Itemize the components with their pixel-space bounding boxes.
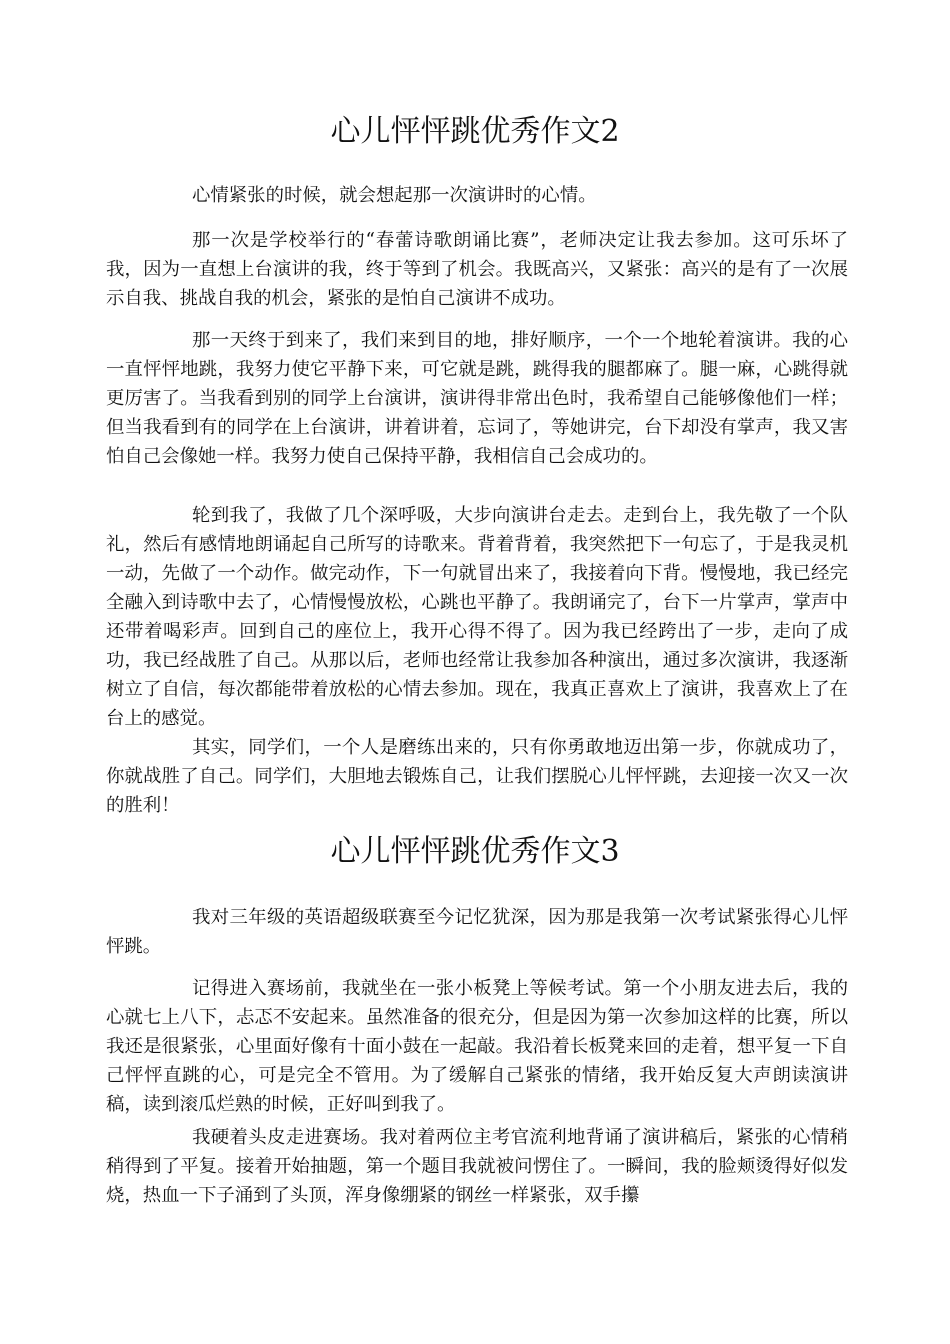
essay-2-paragraph-3: 那一天终于到来了，我们来到目的地，排好顺序，一个一个地轮着演讲。我的心一直怦怦地跳，我努力使它平静下来，可它就是跳，跳得我的腿都麻了。腿一麻，心跳得就更厉害了。当我看到别的同学上台演讲，演讲得非常出色时，我希望自己能够像他们一样；但当我看到有的同学在上台演讲，讲着讲着，忘词了，等她讲完，台下却没有掌声，我又害怕自己会像她一样。我努力使自己保持平静，我相信自己会成功的。 xyxy=(106,330,848,467)
essay-title-3: 心儿怦怦跳优秀作文3 xyxy=(330,834,620,869)
essay-title-2: 心儿怦怦跳优秀作文2 xyxy=(330,114,620,149)
essay-2-paragraph-2: 那一次是学校举行的“春蕾诗歌朗诵比赛”，老师决定让我去参加。这可乐坏了我，因为一直想上台演讲的我，终于等到了机会。我既高兴，又紧张：高兴的是有了一次展示自我、挑战自我的机会，紧张的是怕自己演讲不成功。 xyxy=(106,230,848,309)
essay-3-paragraph-3: 我硬着头皮走进赛场。我对着两位主考官流利地背诵了演讲稿后，紧张的心情稍稍得到了平复。接着开始抽题，第一个题目我就被问愣住了。一瞬间，我的脸颊烫得好似发烧，热血一下子涌到了头顶，浑身像绷紧的钢丝一样紧张，双手攥 xyxy=(106,1127,848,1206)
essay-3-paragraph-2: 记得进入赛场前，我就坐在一张小板凳上等候考试。第一个小朋友进去后，我的心就七上八下，忐忑不安起来。虽然准备的很充分，但是因为第一次参加这样的比赛，所以我还是很紧张，心里面好像有十面小鼓在一起敲。我沿着长板凳来回的走着，想平复一下自己怦怦直跳的心，可是完全不管用。为了缓解自己紧张的情绪，我开始反复大声朗读演讲稿，读到滚瓜烂熟的时候，正好叫到我了。 xyxy=(106,978,848,1115)
essay-2-paragraph-4: 轮到我了，我做了几个深呼吸，大步向演讲台走去。走到台上，我先敬了一个队礼，然后有感情地朗诵起自己所写的诗歌来。背着背着，我突然把下一句忘了，于是我灵机一动，先做了一个动作。做完动作，下一句就冒出来了，我接着向下背。慢慢地，我已经完全融入到诗歌中去了，心情慢慢放松，心跳也平静了。我朗诵完了，台下一片掌声，掌声中还带着喝彩声。回到自己的座位上，我开心得不得了。因为我已经跨出了一步，走向了成功，我已经战胜了自己。从那以后，老师也经常让我参加各种演出，通过多次演讲，我逐渐树立了自信，每次都能带着放松的心情去参加。现在，我真正喜欢上了演讲，我喜欢上了在台上的感觉。 xyxy=(106,505,848,729)
essay-2-paragraph-1: 心情紧张的时候，就会想起那一次演讲时的心情。 xyxy=(192,185,597,206)
essay-3-paragraph-1: 我对三年级的英语超级联赛至今记忆犹深，因为那是我第一次考试紧张得心儿怦怦跳。 xyxy=(106,907,848,957)
essay-2-paragraph-5: 其实，同学们，一个人是磨练出来的，只有你勇敢地迈出第一步，你就成功了，你就战胜了自己。同学们，大胆地去锻炼自己，让我们摆脱心儿怦怦跳，去迎接一次又一次的胜利！ xyxy=(106,737,848,816)
